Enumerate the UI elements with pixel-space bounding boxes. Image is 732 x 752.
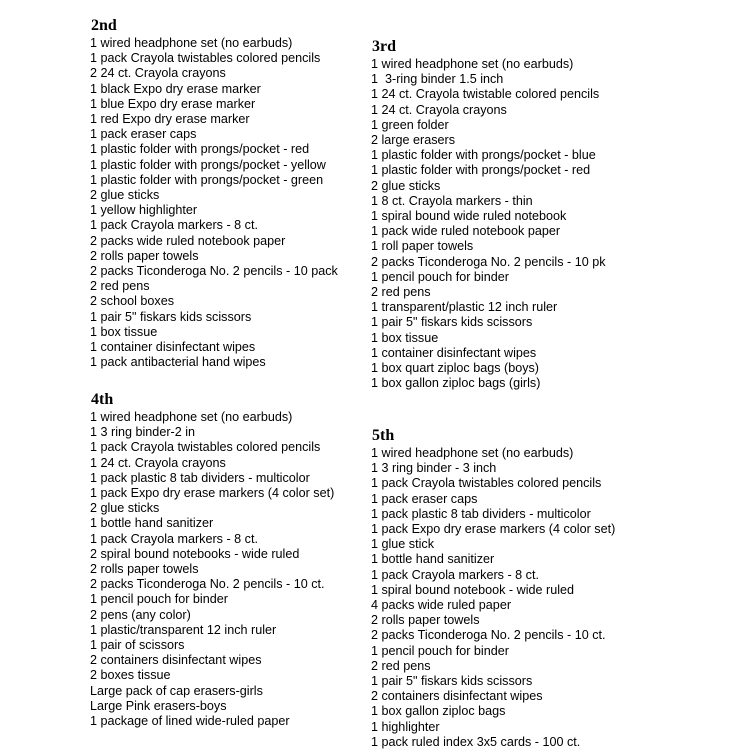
supply-item: 1 24 ct. Crayola crayons bbox=[371, 102, 507, 117]
supply-item: 2 packs Ticonderoga No. 2 pencils - 10 ct. bbox=[90, 577, 325, 592]
supply-item: 1 bottle hand sanitizer bbox=[371, 552, 495, 567]
grade-2nd-list bbox=[90, 17, 338, 370]
supply-item: 1 plastic folder with prongs/pocket - red bbox=[371, 163, 591, 178]
supply-item: 1 3 ring binder - 3 inch bbox=[371, 461, 497, 476]
supply-item: 1 transparent/plastic 12 inch ruler bbox=[371, 300, 558, 315]
supply-item: 1 container disinfectant wipes bbox=[371, 345, 537, 360]
supply-item: 1 wired headphone set (no earbuds) bbox=[90, 36, 293, 50]
supply-item: 1 pair 5" fiskars kids scissors bbox=[90, 309, 252, 324]
supply-item: 1 black Expo dry erase marker bbox=[90, 81, 261, 96]
supply-item: 4 packs wide ruled paper bbox=[371, 598, 512, 613]
supply-item: 2 red pens bbox=[371, 285, 431, 300]
supply-item: 1 plastic folder with prongs/pocket - blue bbox=[371, 148, 596, 163]
supply-item: 2 glue sticks bbox=[90, 501, 160, 516]
supply-item: 2 pens (any color) bbox=[90, 607, 191, 622]
supply-item: 2 glue sticks bbox=[371, 178, 441, 193]
supply-item: 2 containers disinfectant wipes bbox=[90, 653, 262, 668]
supply-item: 1 3-ring binder 1.5 inch bbox=[371, 72, 504, 87]
supply-item: 2 glue sticks bbox=[90, 188, 160, 203]
supply-item: 1 wired headphone set (no earbuds) bbox=[90, 410, 293, 424]
section-heading: 5th bbox=[372, 427, 395, 444]
section-heading: 3rd bbox=[372, 38, 396, 55]
supply-item: 2 packs wide ruled notebook paper bbox=[90, 233, 286, 248]
supply-item: 2 school boxes bbox=[90, 294, 175, 309]
supply-item: 2 24 ct. Crayola crayons bbox=[90, 66, 226, 81]
supply-item: 1 pack Crayola twistables colored pencils bbox=[371, 476, 602, 491]
supply-item: 1 box gallon ziploc bags (girls) bbox=[371, 376, 541, 391]
supply-item: 1 spiral bound notebook - wide ruled bbox=[371, 582, 575, 597]
grade-3rd-list bbox=[371, 38, 606, 391]
supply-item: 1 box tissue bbox=[90, 324, 158, 339]
supply-item: Large pack of cap erasers-girls bbox=[90, 683, 263, 698]
supply-items bbox=[371, 57, 606, 391]
supply-item: 1 pack antibacterial hand wipes bbox=[90, 355, 266, 370]
supply-item: 1 plastic folder with prongs/pocket - yellow bbox=[90, 157, 326, 172]
supply-item: 1 roll paper towels bbox=[371, 239, 474, 254]
supply-item: 1 package of lined wide-ruled paper bbox=[90, 714, 290, 729]
supply-item: 1 container disinfectant wipes bbox=[90, 340, 256, 355]
supply-item: 2 rolls paper towels bbox=[371, 613, 480, 628]
supply-item: 1 pack eraser caps bbox=[371, 491, 478, 506]
supply-items bbox=[90, 36, 338, 370]
supply-item: 1 pack Crayola twistables colored pencils bbox=[90, 440, 321, 455]
supply-item: 1 3 ring binder-2 in bbox=[90, 425, 196, 440]
supply-item: 2 packs Ticonderoga No. 2 pencils - 10 pk bbox=[371, 254, 606, 269]
supply-item: Large Pink erasers-boys bbox=[90, 698, 227, 713]
supply-item: 1 pair 5" fiskars kids scissors bbox=[371, 674, 533, 689]
supply-item: 1 pack plastic 8 tab dividers - multicolor bbox=[90, 470, 310, 485]
supply-item: 1 pack Crayola markers - 8 ct. bbox=[90, 218, 258, 233]
section-heading: 4th bbox=[91, 391, 114, 408]
supply-item: 1 box quart ziploc bags (boys) bbox=[371, 361, 540, 376]
supply-item: 1 yellow highlighter bbox=[90, 203, 198, 218]
section-heading: 2nd bbox=[91, 17, 117, 34]
supply-item: 1 plastic folder with prongs/pocket - red bbox=[90, 142, 310, 157]
supply-item: 1 24 ct. Crayola crayons bbox=[90, 455, 226, 470]
grade-5th-list bbox=[371, 427, 615, 750]
supply-item: 2 rolls paper towels bbox=[90, 248, 199, 263]
supply-item: 1 plastic/transparent 12 inch ruler bbox=[90, 622, 277, 637]
supply-item: 1 pencil pouch for binder bbox=[371, 643, 509, 658]
supply-item: 2 boxes tissue bbox=[90, 668, 171, 683]
supply-items bbox=[371, 446, 615, 750]
supply-item: 2 red pens bbox=[90, 279, 150, 294]
supply-item: 1 highlighter bbox=[371, 719, 440, 734]
supply-item: 1 wired headphone set (no earbuds) bbox=[371, 446, 574, 460]
supply-item: 1 pencil pouch for binder bbox=[90, 592, 228, 607]
supply-item: 1 green folder bbox=[371, 117, 449, 132]
supply-item: 1 pack wide ruled notebook paper bbox=[371, 224, 561, 239]
supply-item: 2 large erasers bbox=[371, 133, 455, 148]
supply-item: 1 wired headphone set (no earbuds) bbox=[371, 57, 574, 71]
supply-item: 2 packs Ticonderoga No. 2 pencils - 10 ct. bbox=[371, 628, 606, 643]
supply-item: 1 pair 5" fiskars kids scissors bbox=[371, 315, 533, 330]
grade-4th-list bbox=[90, 391, 334, 729]
supply-item: 1 pack Crayola markers - 8 ct. bbox=[371, 567, 539, 582]
supply-item: 1 pack eraser caps bbox=[90, 127, 197, 142]
supply-items bbox=[90, 410, 334, 729]
supply-item: 1 pack Crayola markers - 8 ct. bbox=[90, 531, 258, 546]
supply-item: 1 glue stick bbox=[371, 537, 434, 552]
supply-item: 1 pack plastic 8 tab dividers - multicolor bbox=[371, 506, 591, 521]
supply-item: 1 8 ct. Crayola markers - thin bbox=[371, 193, 533, 208]
supply-item: 1 pack ruled index 3x5 cards - 100 ct. bbox=[371, 734, 581, 749]
supply-item: 1 spiral bound wide ruled notebook bbox=[371, 209, 567, 224]
supply-item: 1 red Expo dry erase marker bbox=[90, 112, 250, 127]
supply-item: 1 24 ct. Crayola twistable colored pencils bbox=[371, 87, 600, 102]
supply-item: 1 box gallon ziploc bags bbox=[371, 704, 506, 719]
supply-item: 1 pack Expo dry erase markers (4 color set) bbox=[90, 486, 335, 501]
supply-item: 1 pack Crayola twistables colored pencils bbox=[90, 51, 321, 66]
supply-item: 1 bottle hand sanitizer bbox=[90, 516, 214, 531]
supply-item: 1 box tissue bbox=[371, 330, 439, 345]
supply-item: 2 spiral bound notebooks - wide ruled bbox=[90, 546, 300, 561]
supply-item: 1 pair of scissors bbox=[90, 638, 185, 653]
supply-item: 1 plastic folder with prongs/pocket - green bbox=[90, 172, 324, 187]
supply-item: 2 packs Ticonderoga No. 2 pencils - 10 pack bbox=[90, 264, 338, 279]
supply-item: 2 red pens bbox=[371, 658, 431, 673]
supply-item: 2 containers disinfectant wipes bbox=[371, 689, 543, 704]
supply-item: 1 blue Expo dry erase marker bbox=[90, 96, 256, 111]
supply-item: 1 pencil pouch for binder bbox=[371, 269, 509, 284]
supply-item: 1 pack Expo dry erase markers (4 color set) bbox=[371, 522, 616, 537]
supply-item: 2 rolls paper towels bbox=[90, 562, 199, 577]
